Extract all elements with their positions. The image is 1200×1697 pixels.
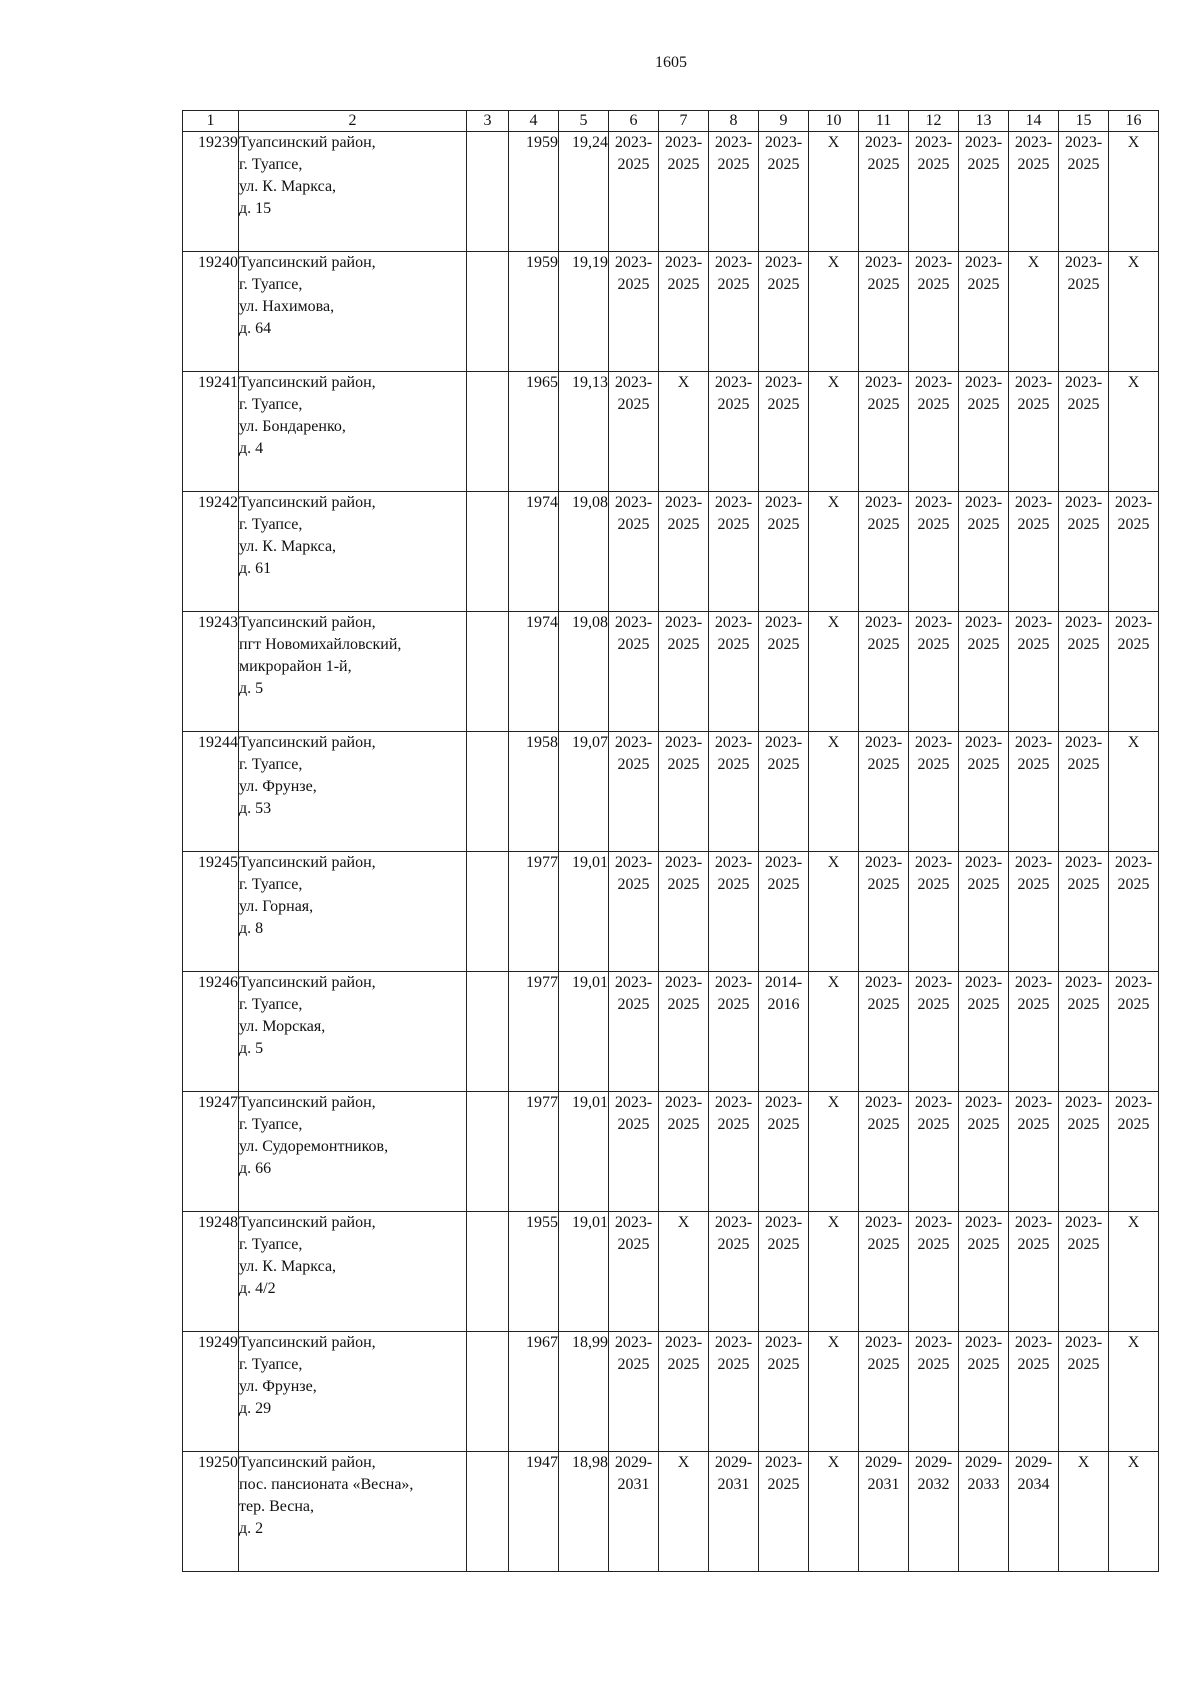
period-cell-col-16: Х [1109, 1452, 1159, 1572]
period-cell-col-9: 2023- 2025 [759, 132, 809, 252]
address-line: ул. Морская, [239, 1018, 326, 1035]
area-value: 19,08 [559, 612, 609, 732]
period-cell-col-7: 2023- 2025 [659, 852, 709, 972]
period-cell-col-7: 2023- 2025 [659, 252, 709, 372]
period-cell-col-6: 2023- 2025 [609, 612, 659, 732]
address-line: ул. К. Маркса, [239, 1258, 337, 1275]
address-cell [239, 1452, 467, 1572]
period-cell-col-14: 2023- 2025 [1009, 372, 1059, 492]
period-cell-col-10: Х [809, 252, 859, 372]
row-number: 19246 [183, 972, 239, 1092]
period-cell-col-11: 2023- 2025 [859, 1092, 909, 1212]
period-cell-col-10: Х [809, 372, 859, 492]
period-cell-col-6: 2023- 2025 [609, 1332, 659, 1452]
period-cell-col-7: Х [659, 1452, 709, 1572]
column-3-cell [467, 1452, 509, 1572]
period-cell-col-9: 2014- 2016 [759, 972, 809, 1092]
period-cell-col-15: 2023- 2025 [1059, 612, 1109, 732]
period-cell-col-14: 2023- 2025 [1009, 732, 1059, 852]
period-cell-col-9: 2023- 2025 [759, 1212, 809, 1332]
address-line: г. Туапсе, [239, 276, 303, 293]
table-row [183, 492, 1159, 612]
period-cell-col-11: 2023- 2025 [859, 852, 909, 972]
commissioning-year: 1977 [509, 852, 559, 972]
period-cell-col-12: 2023- 2025 [909, 972, 959, 1092]
address-line: д. 61 [239, 560, 272, 577]
period-cell-col-14: 2023- 2025 [1009, 1092, 1059, 1212]
address-cell [239, 732, 467, 852]
period-cell-col-12: 2023- 2025 [909, 372, 959, 492]
address-line: ул. Нахимова, [239, 298, 335, 315]
period-cell-col-14: 2023- 2025 [1009, 972, 1059, 1092]
address-line: пгт Новомихайловский, [239, 636, 402, 653]
row-number: 19250 [183, 1452, 239, 1572]
table-row [183, 972, 1159, 1092]
period-cell-col-13: 2023- 2025 [959, 132, 1009, 252]
period-cell-col-11: 2029- 2031 [859, 1452, 909, 1572]
period-cell-col-6: 2023- 2025 [609, 252, 659, 372]
row-number: 19242 [183, 492, 239, 612]
address-line: д. 4/2 [239, 1280, 276, 1297]
area-value: 19,01 [559, 852, 609, 972]
period-cell-col-11: 2023- 2025 [859, 972, 909, 1092]
row-number: 19248 [183, 1212, 239, 1332]
period-cell-col-12: 2029- 2032 [909, 1452, 959, 1572]
period-cell-col-12: 2023- 2025 [909, 852, 959, 972]
period-cell-col-10: Х [809, 1092, 859, 1212]
address-line: ул. К. Маркса, [239, 538, 337, 555]
period-cell-col-9: 2023- 2025 [759, 1452, 809, 1572]
column-header-15: 15 [1059, 111, 1109, 132]
address-cell [239, 1332, 467, 1452]
period-cell-col-15: 2023- 2025 [1059, 252, 1109, 372]
address-line: Туапсинский район, [239, 254, 376, 271]
period-cell-col-6: 2023- 2025 [609, 372, 659, 492]
address-line: г. Туапсе, [239, 516, 303, 533]
address-line: ул. Горная, [239, 898, 314, 915]
commissioning-year: 1958 [509, 732, 559, 852]
area-value: 19,01 [559, 972, 609, 1092]
period-cell-col-12: 2023- 2025 [909, 1212, 959, 1332]
address-line: г. Туапсе, [239, 876, 303, 893]
column-3-cell [467, 372, 509, 492]
period-cell-col-14: 2023- 2025 [1009, 1212, 1059, 1332]
period-cell-col-10: Х [809, 972, 859, 1092]
row-number: 19244 [183, 732, 239, 852]
period-cell-col-7: 2023- 2025 [659, 492, 709, 612]
column-header-10: 10 [809, 111, 859, 132]
address-line: Туапсинский район, [239, 854, 376, 871]
column-3-cell [467, 1092, 509, 1212]
period-cell-col-10: Х [809, 612, 859, 732]
period-cell-col-15: Х [1059, 1452, 1109, 1572]
address-line: г. Туапсе, [239, 396, 303, 413]
address-line: д. 5 [239, 680, 264, 697]
row-number: 19247 [183, 1092, 239, 1212]
area-value: 19,19 [559, 252, 609, 372]
column-header-9: 9 [759, 111, 809, 132]
table-body [183, 132, 1159, 1572]
table-row [183, 1212, 1159, 1332]
table-row [183, 852, 1159, 972]
period-cell-col-15: 2023- 2025 [1059, 972, 1109, 1092]
address-line: Туапсинский район, [239, 734, 376, 751]
period-cell-col-15: 2023- 2025 [1059, 852, 1109, 972]
period-cell-col-13: 2023- 2025 [959, 732, 1009, 852]
period-cell-col-6: 2023- 2025 [609, 1212, 659, 1332]
period-cell-col-10: Х [809, 492, 859, 612]
column-header-7: 7 [659, 111, 709, 132]
period-cell-col-8: 2023- 2025 [709, 1092, 759, 1212]
address-line: г. Туапсе, [239, 156, 303, 173]
address-line: д. 53 [239, 800, 272, 817]
period-cell-col-7: 2023- 2025 [659, 1092, 709, 1212]
column-header-13: 13 [959, 111, 1009, 132]
address-cell [239, 1092, 467, 1212]
area-value: 19,01 [559, 1092, 609, 1212]
area-value: 18,99 [559, 1332, 609, 1452]
address-cell [239, 372, 467, 492]
address-line: Туапсинский район, [239, 494, 376, 511]
period-cell-col-8: 2023- 2025 [709, 1212, 759, 1332]
period-cell-col-16: Х [1109, 1332, 1159, 1452]
row-number: 19241 [183, 372, 239, 492]
period-cell-col-7: 2023- 2025 [659, 612, 709, 732]
period-cell-col-8: 2023- 2025 [709, 612, 759, 732]
period-cell-col-16: Х [1109, 372, 1159, 492]
column-3-cell [467, 852, 509, 972]
address-cell [239, 492, 467, 612]
commissioning-year: 1974 [509, 492, 559, 612]
address-line: д. 66 [239, 1160, 272, 1177]
period-cell-col-14: 2023- 2025 [1009, 132, 1059, 252]
column-3-cell [467, 972, 509, 1092]
period-cell-col-14: 2029- 2034 [1009, 1452, 1059, 1572]
period-cell-col-7: 2023- 2025 [659, 132, 709, 252]
address-line: ул. К. Маркса, [239, 178, 337, 195]
period-cell-col-14: 2023- 2025 [1009, 612, 1059, 732]
period-cell-col-7: Х [659, 372, 709, 492]
period-cell-col-6: 2023- 2025 [609, 492, 659, 612]
address-line: д. 4 [239, 440, 264, 457]
commissioning-year: 1959 [509, 252, 559, 372]
address-line: Туапсинский район, [239, 134, 376, 151]
commissioning-year: 1959 [509, 132, 559, 252]
period-cell-col-15: 2023- 2025 [1059, 1092, 1109, 1212]
period-cell-col-9: 2023- 2025 [759, 252, 809, 372]
period-cell-col-13: 2023- 2025 [959, 492, 1009, 612]
column-header-1: 1 [183, 111, 239, 132]
address-line: г. Туапсе, [239, 1236, 303, 1253]
period-cell-col-16: Х [1109, 732, 1159, 852]
period-cell-col-7: 2023- 2025 [659, 1332, 709, 1452]
table-row [183, 1092, 1159, 1212]
period-cell-col-11: 2023- 2025 [859, 252, 909, 372]
period-cell-col-15: 2023- 2025 [1059, 492, 1109, 612]
table-row [183, 1332, 1159, 1452]
period-cell-col-7: 2023- 2025 [659, 972, 709, 1092]
column-3-cell [467, 492, 509, 612]
commissioning-year: 1977 [509, 1092, 559, 1212]
period-cell-col-10: Х [809, 132, 859, 252]
column-number-header-row [183, 111, 1159, 132]
period-cell-col-12: 2023- 2025 [909, 132, 959, 252]
row-number: 19243 [183, 612, 239, 732]
period-cell-col-9: 2023- 2025 [759, 492, 809, 612]
period-cell-col-15: 2023- 2025 [1059, 1212, 1109, 1332]
area-value: 18,98 [559, 1452, 609, 1572]
period-cell-col-14: 2023- 2025 [1009, 1332, 1059, 1452]
address-line: ул. Бондаренко, [239, 418, 346, 435]
column-3-cell [467, 132, 509, 252]
period-cell-col-9: 2023- 2025 [759, 852, 809, 972]
period-cell-col-8: 2023- 2025 [709, 492, 759, 612]
period-cell-col-15: 2023- 2025 [1059, 1332, 1109, 1452]
column-3-cell [467, 1332, 509, 1452]
commissioning-year: 1974 [509, 612, 559, 732]
period-cell-col-12: 2023- 2025 [909, 492, 959, 612]
period-cell-col-13: 2023- 2025 [959, 972, 1009, 1092]
period-cell-col-13: 2023- 2025 [959, 252, 1009, 372]
address-line: Туапсинский район, [239, 974, 376, 991]
housing-register-table [182, 110, 1159, 1572]
period-cell-col-10: Х [809, 1452, 859, 1572]
period-cell-col-9: 2023- 2025 [759, 732, 809, 852]
row-number: 19245 [183, 852, 239, 972]
period-cell-col-11: 2023- 2025 [859, 372, 909, 492]
table-row [183, 252, 1159, 372]
period-cell-col-16: Х [1109, 132, 1159, 252]
period-cell-col-6: 2023- 2025 [609, 732, 659, 852]
area-value: 19,13 [559, 372, 609, 492]
address-line: д. 29 [239, 1400, 272, 1417]
period-cell-col-9: 2023- 2025 [759, 372, 809, 492]
address-cell [239, 1212, 467, 1332]
area-value: 19,24 [559, 132, 609, 252]
period-cell-col-8: 2023- 2025 [709, 252, 759, 372]
row-number: 19239 [183, 132, 239, 252]
period-cell-col-13: 2023- 2025 [959, 1092, 1009, 1212]
column-header-16: 16 [1109, 111, 1159, 132]
address-line: Туапсинский район, [239, 614, 376, 631]
address-line: г. Туапсе, [239, 996, 303, 1013]
period-cell-col-12: 2023- 2025 [909, 1332, 959, 1452]
commissioning-year: 1967 [509, 1332, 559, 1452]
column-header-4: 4 [509, 111, 559, 132]
address-line: ул. Фрунзе, [239, 1378, 317, 1395]
address-line: д. 5 [239, 1040, 264, 1057]
address-line: д. 2 [239, 1520, 264, 1537]
period-cell-col-16: 2023- 2025 [1109, 492, 1159, 612]
period-cell-col-6: 2023- 2025 [609, 972, 659, 1092]
address-line: Туапсинский район, [239, 1454, 376, 1471]
address-line: г. Туапсе, [239, 1116, 303, 1133]
column-header-8: 8 [709, 111, 759, 132]
column-header-2: 2 [239, 111, 467, 132]
period-cell-col-9: 2023- 2025 [759, 1332, 809, 1452]
area-value: 19,07 [559, 732, 609, 852]
period-cell-col-15: 2023- 2025 [1059, 732, 1109, 852]
commissioning-year: 1977 [509, 972, 559, 1092]
column-header-12: 12 [909, 111, 959, 132]
row-number: 19240 [183, 252, 239, 372]
column-header-6: 6 [609, 111, 659, 132]
table-row [183, 732, 1159, 852]
commissioning-year: 1947 [509, 1452, 559, 1572]
period-cell-col-7: 2023- 2025 [659, 732, 709, 852]
period-cell-col-7: Х [659, 1212, 709, 1332]
period-cell-col-6: 2023- 2025 [609, 132, 659, 252]
table-row [183, 372, 1159, 492]
address-line: г. Туапсе, [239, 756, 303, 773]
table-row [183, 132, 1159, 252]
period-cell-col-10: Х [809, 732, 859, 852]
period-cell-col-14: Х [1009, 252, 1059, 372]
column-3-cell [467, 612, 509, 732]
address-cell [239, 252, 467, 372]
commissioning-year: 1955 [509, 1212, 559, 1332]
period-cell-col-15: 2023- 2025 [1059, 372, 1109, 492]
period-cell-col-13: 2023- 2025 [959, 612, 1009, 732]
address-cell [239, 852, 467, 972]
column-3-cell [467, 1212, 509, 1332]
period-cell-col-8: 2023- 2025 [709, 972, 759, 1092]
period-cell-col-10: Х [809, 1332, 859, 1452]
period-cell-col-8: 2023- 2025 [709, 372, 759, 492]
table-row [183, 1452, 1159, 1572]
column-3-cell [467, 252, 509, 372]
column-header-14: 14 [1009, 111, 1059, 132]
column-header-11: 11 [859, 111, 909, 132]
address-line: Туапсинский район, [239, 374, 376, 391]
period-cell-col-11: 2023- 2025 [859, 1212, 909, 1332]
period-cell-col-6: 2023- 2025 [609, 852, 659, 972]
address-line: тер. Весна, [239, 1498, 315, 1515]
period-cell-col-8: 2023- 2025 [709, 732, 759, 852]
commissioning-year: 1965 [509, 372, 559, 492]
period-cell-col-12: 2023- 2025 [909, 252, 959, 372]
column-header-3: 3 [467, 111, 509, 132]
period-cell-col-8: 2023- 2025 [709, 852, 759, 972]
period-cell-col-9: 2023- 2025 [759, 1092, 809, 1212]
page-number: 1605 [655, 54, 687, 71]
period-cell-col-9: 2023- 2025 [759, 612, 809, 732]
period-cell-col-14: 2023- 2025 [1009, 492, 1059, 612]
period-cell-col-13: 2023- 2025 [959, 372, 1009, 492]
period-cell-col-13: 2023- 2025 [959, 1212, 1009, 1332]
address-cell [239, 132, 467, 252]
area-value: 19,08 [559, 492, 609, 612]
period-cell-col-8: 2023- 2025 [709, 132, 759, 252]
address-line: Туапсинский район, [239, 1094, 376, 1111]
period-cell-col-15: 2023- 2025 [1059, 132, 1109, 252]
period-cell-col-16: 2023- 2025 [1109, 852, 1159, 972]
period-cell-col-14: 2023- 2025 [1009, 852, 1059, 972]
period-cell-col-16: 2023- 2025 [1109, 1092, 1159, 1212]
period-cell-col-11: 2023- 2025 [859, 132, 909, 252]
period-cell-col-16: 2023- 2025 [1109, 612, 1159, 732]
address-line: микрорайон 1-й, [239, 658, 352, 675]
address-line: пос. пансионата «Весна», [239, 1476, 414, 1493]
column-3-cell [467, 732, 509, 852]
area-value: 19,01 [559, 1212, 609, 1332]
address-line: д. 15 [239, 200, 272, 217]
period-cell-col-11: 2023- 2025 [859, 612, 909, 732]
period-cell-col-11: 2023- 2025 [859, 732, 909, 852]
period-cell-col-16: Х [1109, 1212, 1159, 1332]
address-line: Туапсинский район, [239, 1214, 376, 1231]
address-cell [239, 972, 467, 1092]
column-header-5: 5 [559, 111, 609, 132]
period-cell-col-8: 2023- 2025 [709, 1332, 759, 1452]
address-line: Туапсинский район, [239, 1334, 376, 1351]
period-cell-col-12: 2023- 2025 [909, 1092, 959, 1212]
address-line: ул. Фрунзе, [239, 778, 317, 795]
period-cell-col-10: Х [809, 1212, 859, 1332]
period-cell-col-11: 2023- 2025 [859, 492, 909, 612]
period-cell-col-16: 2023- 2025 [1109, 972, 1159, 1092]
period-cell-col-10: Х [809, 852, 859, 972]
address-cell [239, 612, 467, 732]
address-line: д. 64 [239, 320, 272, 337]
address-line: д. 8 [239, 920, 264, 937]
period-cell-col-6: 2029- 2031 [609, 1452, 659, 1572]
period-cell-col-8: 2029- 2031 [709, 1452, 759, 1572]
table-row [183, 612, 1159, 732]
period-cell-col-13: 2023- 2025 [959, 852, 1009, 972]
period-cell-col-12: 2023- 2025 [909, 732, 959, 852]
address-line: ул. Судоремонтников, [239, 1138, 389, 1155]
period-cell-col-13: 2029- 2033 [959, 1452, 1009, 1572]
period-cell-col-11: 2023- 2025 [859, 1332, 909, 1452]
row-number: 19249 [183, 1332, 239, 1452]
period-cell-col-16: Х [1109, 252, 1159, 372]
address-line: г. Туапсе, [239, 1356, 303, 1373]
period-cell-col-6: 2023- 2025 [609, 1092, 659, 1212]
period-cell-col-12: 2023- 2025 [909, 612, 959, 732]
period-cell-col-13: 2023- 2025 [959, 1332, 1009, 1452]
